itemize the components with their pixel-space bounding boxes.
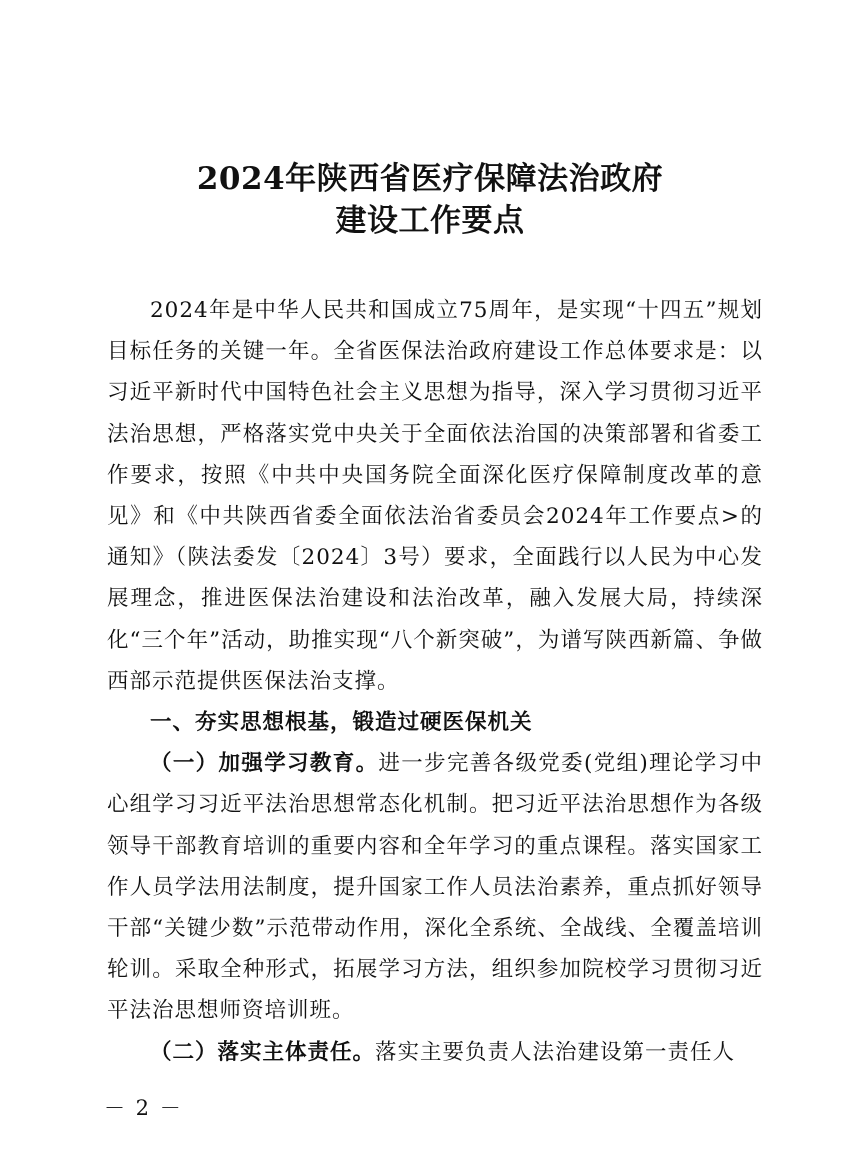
item-2-text: 落实主要负责人法治建设第一责任人 bbox=[375, 1039, 736, 1065]
item-1-text: 进一步完善各级党委(党组)理论学习中心组学习习近平法治思想常态化机制。把习近平法治思想作为各级领导干部教育培训的重要内容和全年学习的重点课程。落实国家工作人员学法用法制度，提升国家工作人员法治素养，重点抓好领导干部“关键少数”示范带动作用，深化全系统、全战线、全覆盖培训轮训。采取全种形式，拓展学习方法，组织参加院校学习贯彻习近平法治思想师资培训班。 bbox=[107, 751, 763, 1024]
document-title-line-2: 建设工作要点 bbox=[335, 203, 525, 239]
item-2-paragraph bbox=[107, 1032, 763, 1073]
intro-paragraph: 2024年是中华人民共和国成立75周年，是实现“十四五”规划目标任务的关键一年。全省医保法治政府建设工作总体要求是：以习近平新时代中国特色社会主义思想为指导，深入学习贯彻习近平法治思想，严格落实党中央关于全面依法治国的决策部署和省委工作要求，按照《中共中央国务院全面深化医疗保障制度改革的意见》和《中共陕西省委全面依法治省委员会2024年工作要点>的通知》（陕法委发〔2024〕3号）要求，全面践行以人民为中心发展理念，推进医保法治建设和法治改革，融入发展大局，持续深化“三个年”活动，助推实现“八个新突破”，为谱写陕西新篇、争做西部示范提供医保法治支撑。 bbox=[107, 298, 763, 694]
item-2-lead: （二）落实主体责任。 bbox=[150, 1039, 376, 1065]
page-number: － 2 － bbox=[104, 1096, 183, 1120]
item-1-paragraph bbox=[107, 743, 763, 1031]
document-body bbox=[107, 290, 763, 1073]
section-heading-1: 一、夯实思想根基，锻造过硬医保机关 bbox=[150, 710, 533, 736]
document-title-line-1: 2024年陕西省医疗保障法治政府 bbox=[196, 161, 664, 197]
item-1-lead: （一）加强学习教育。 bbox=[150, 751, 379, 777]
